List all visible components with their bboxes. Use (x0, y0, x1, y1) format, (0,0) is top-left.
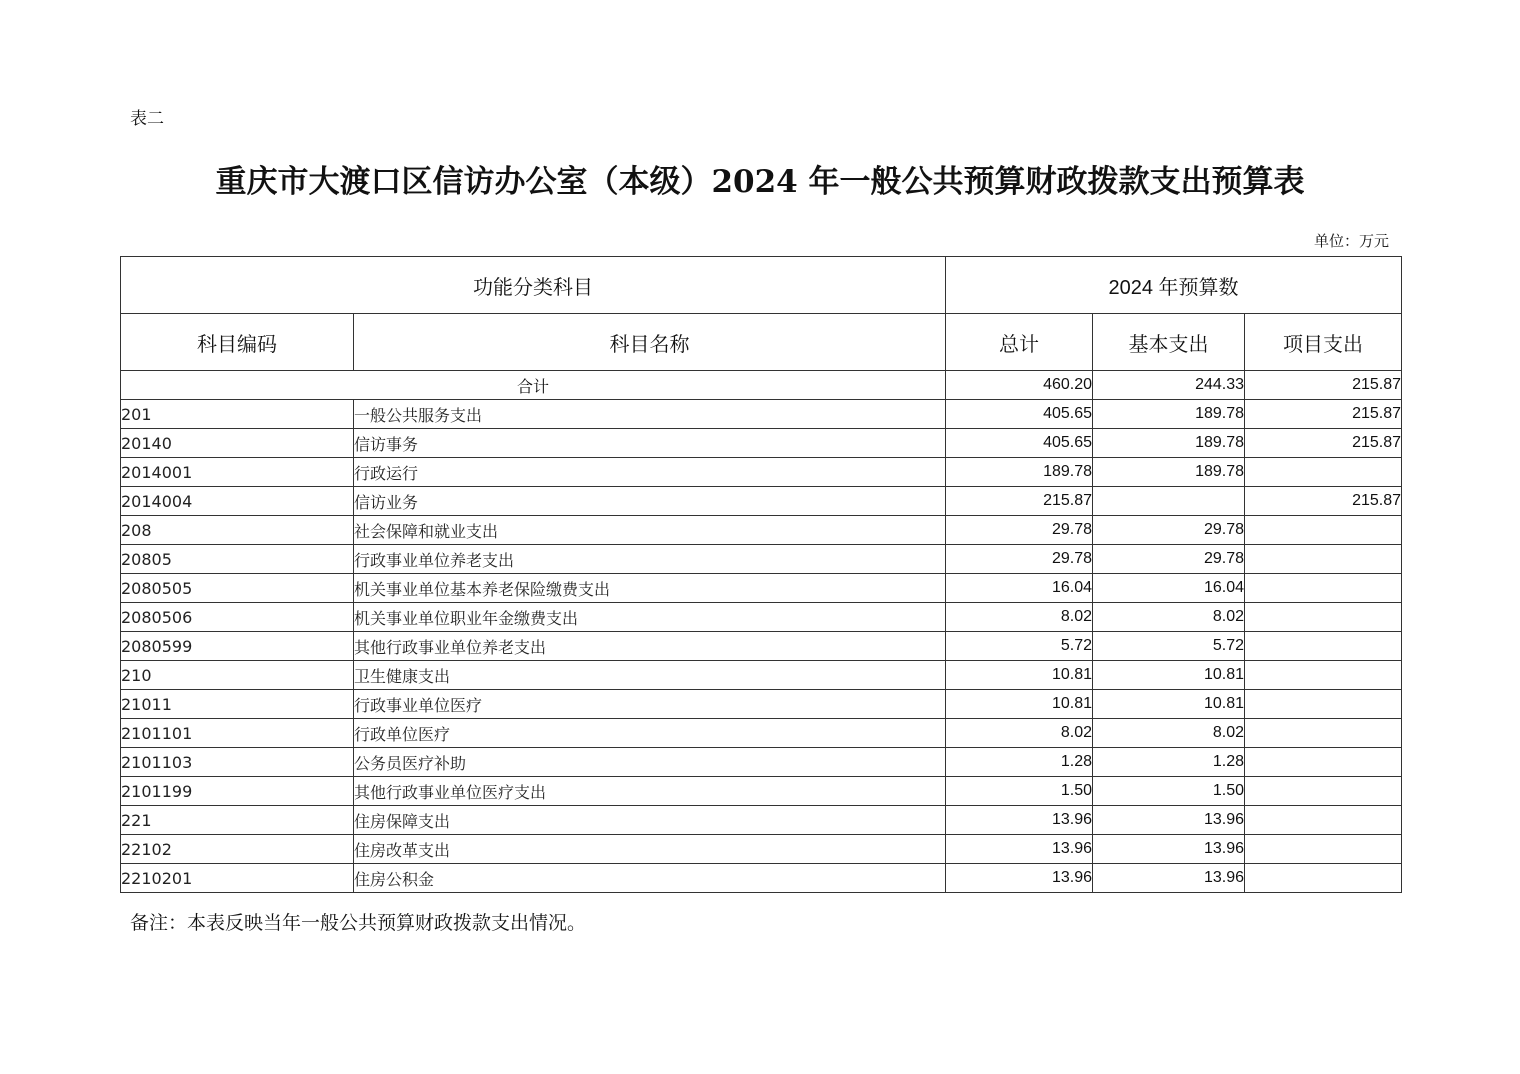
header-basic: 基本支出 (1093, 314, 1245, 371)
row-name: 机关事业单位职业年金缴费支出 (354, 603, 946, 632)
table-body (121, 371, 1402, 893)
row-code: 210 (121, 661, 354, 690)
row-project (1245, 574, 1402, 603)
row-basic: 13.96 (1093, 835, 1245, 864)
row-basic: 189.78 (1093, 400, 1245, 429)
table-row (121, 632, 1402, 661)
row-basic: 16.04 (1093, 574, 1245, 603)
row-code: 2014001 (121, 458, 354, 487)
table-row (121, 748, 1402, 777)
row-name: 住房保障支出 (354, 806, 946, 835)
row-total: 189.78 (946, 458, 1093, 487)
row-project (1245, 458, 1402, 487)
row-total: 215.87 (946, 487, 1093, 516)
row-project (1245, 777, 1402, 806)
row-basic: 189.78 (1093, 458, 1245, 487)
row-basic: 1.50 (1093, 777, 1245, 806)
unit-note: 单位：万元 (1313, 232, 1389, 250)
header-code: 科目编码 (121, 314, 354, 371)
row-total: 405.65 (946, 400, 1093, 429)
row-project (1245, 835, 1402, 864)
row-project (1245, 690, 1402, 719)
row-total: 8.02 (946, 719, 1093, 748)
row-name: 行政事业单位养老支出 (354, 545, 946, 574)
row-basic: 13.96 (1093, 864, 1245, 893)
table-row (121, 603, 1402, 632)
row-total: 16.04 (946, 574, 1093, 603)
total-row-project: 215.87 (1245, 371, 1402, 400)
table-row (121, 864, 1402, 893)
table-row (121, 545, 1402, 574)
row-name: 住房公积金 (354, 864, 946, 893)
row-project (1245, 661, 1402, 690)
row-code: 22102 (121, 835, 354, 864)
row-project (1245, 632, 1402, 661)
header-name: 科目名称 (354, 314, 946, 371)
row-name: 行政单位医疗 (354, 719, 946, 748)
row-code: 221 (121, 806, 354, 835)
row-name: 卫生健康支出 (354, 661, 946, 690)
row-name: 一般公共服务支出 (354, 400, 946, 429)
row-total: 29.78 (946, 545, 1093, 574)
row-basic: 29.78 (1093, 516, 1245, 545)
row-total: 13.96 (946, 864, 1093, 893)
row-total: 13.96 (946, 835, 1093, 864)
row-code: 2080599 (121, 632, 354, 661)
page-title: 重庆市大渡口区信访办公室（本级）2024 年一般公共预算财政拨款支出预算表 (215, 164, 1305, 200)
row-project: 215.87 (1245, 429, 1402, 458)
row-basic: 1.28 (1093, 748, 1245, 777)
row-code: 2080506 (121, 603, 354, 632)
row-code: 20140 (121, 429, 354, 458)
row-basic: 8.02 (1093, 719, 1245, 748)
row-name: 信访事务 (354, 429, 946, 458)
row-project (1245, 806, 1402, 835)
header-project: 项目支出 (1245, 314, 1402, 371)
row-code: 2080505 (121, 574, 354, 603)
row-code: 2101103 (121, 748, 354, 777)
total-row (121, 371, 1402, 400)
row-name: 公务员医疗补助 (354, 748, 946, 777)
row-total: 5.72 (946, 632, 1093, 661)
row-name: 社会保障和就业支出 (354, 516, 946, 545)
row-basic: 29.78 (1093, 545, 1245, 574)
row-name: 其他行政事业单位养老支出 (354, 632, 946, 661)
table-row (121, 487, 1402, 516)
row-project (1245, 516, 1402, 545)
row-code: 2101199 (121, 777, 354, 806)
row-project (1245, 719, 1402, 748)
header-budget-year: 2024 年预算数 (946, 257, 1402, 314)
row-total: 10.81 (946, 661, 1093, 690)
row-code: 2101101 (121, 719, 354, 748)
table-row (121, 719, 1402, 748)
header-functional-category: 功能分类科目 (121, 257, 946, 314)
row-name: 其他行政事业单位医疗支出 (354, 777, 946, 806)
table-row (121, 429, 1402, 458)
table-row (121, 574, 1402, 603)
row-name: 住房改革支出 (354, 835, 946, 864)
total-row-total: 460.20 (946, 371, 1093, 400)
table-row (121, 806, 1402, 835)
row-project (1245, 545, 1402, 574)
row-total: 10.81 (946, 690, 1093, 719)
row-total: 13.96 (946, 806, 1093, 835)
row-total: 8.02 (946, 603, 1093, 632)
row-project (1245, 864, 1402, 893)
row-basic: 5.72 (1093, 632, 1245, 661)
total-row-basic: 244.33 (1093, 371, 1245, 400)
row-basic: 13.96 (1093, 806, 1245, 835)
row-basic: 189.78 (1093, 429, 1245, 458)
row-basic: 10.81 (1093, 661, 1245, 690)
total-label: 合计 (121, 371, 946, 400)
row-code: 2014004 (121, 487, 354, 516)
table-row (121, 458, 1402, 487)
header-total: 总计 (946, 314, 1093, 371)
row-code: 208 (121, 516, 354, 545)
table-row (121, 777, 1402, 806)
row-basic (1093, 487, 1245, 516)
row-code: 2210201 (121, 864, 354, 893)
row-project (1245, 748, 1402, 777)
footnote: 备注：本表反映当年一般公共预算财政拨款支出情况。 (130, 912, 587, 934)
table-row (121, 516, 1402, 545)
row-basic: 10.81 (1093, 690, 1245, 719)
row-total: 29.78 (946, 516, 1093, 545)
row-basic: 8.02 (1093, 603, 1245, 632)
row-name: 行政事业单位医疗 (354, 690, 946, 719)
row-total: 1.50 (946, 777, 1093, 806)
row-project: 215.87 (1245, 400, 1402, 429)
table-row (121, 690, 1402, 719)
row-code: 201 (121, 400, 354, 429)
table-row (121, 835, 1402, 864)
row-total: 405.65 (946, 429, 1093, 458)
row-code: 20805 (121, 545, 354, 574)
table-row (121, 661, 1402, 690)
budget-table (120, 256, 1402, 893)
row-name: 行政运行 (354, 458, 946, 487)
row-code: 21011 (121, 690, 354, 719)
row-project: 215.87 (1245, 487, 1402, 516)
table-label: 表二 (130, 109, 164, 129)
row-project (1245, 603, 1402, 632)
row-name: 信访业务 (354, 487, 946, 516)
row-total: 1.28 (946, 748, 1093, 777)
table-row (121, 400, 1402, 429)
row-name: 机关事业单位基本养老保险缴费支出 (354, 574, 946, 603)
